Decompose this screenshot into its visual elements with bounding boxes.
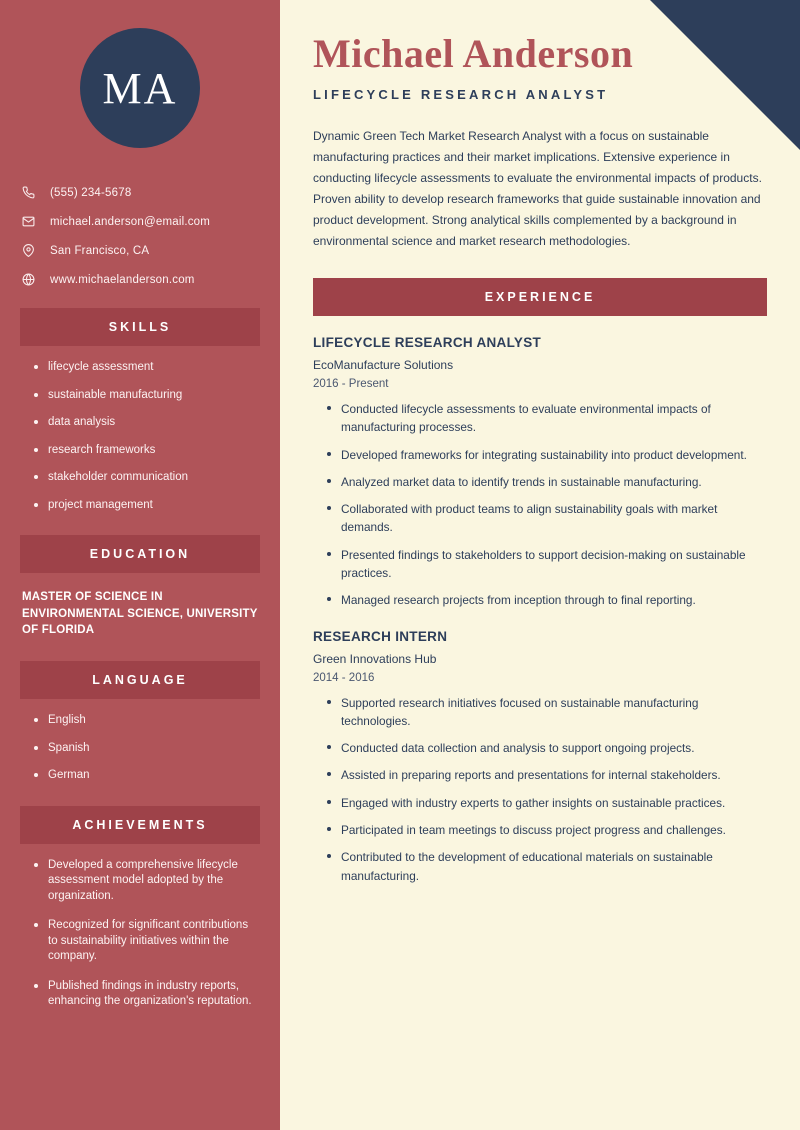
achievements-heading: ACHIEVEMENTS <box>20 806 260 844</box>
list-item: Managed research projects from inception through to final reporting. <box>327 591 767 609</box>
experience-heading: EXPERIENCE <box>313 278 767 316</box>
avatar: MA <box>80 28 200 148</box>
language-heading: LANGUAGE <box>20 661 260 699</box>
header-job-title: LIFECYCLE RESEARCH ANALYST <box>313 87 609 102</box>
language-list <box>20 713 260 784</box>
contact-website <box>22 273 260 286</box>
list-item: Engaged with industry experts to gather insights on sustainable practices. <box>327 794 767 812</box>
page-title: Michael Anderson <box>313 31 634 76</box>
list-item: sustainable manufacturing <box>34 388 260 404</box>
achievements-list <box>20 858 260 1010</box>
list-item: Contributed to the development of educational materials on sustainable manufacturing. <box>327 848 767 885</box>
list-item: Collaborated with product teams to align sustainability goals with market demands. <box>327 500 767 537</box>
list-item: Assisted in preparing reports and presentations for internal stakeholders. <box>327 766 767 784</box>
education-entry: MASTER OF SCIENCE IN ENVIRONMENTAL SCIENCE, UNIVERSITY OF FLORIDA <box>22 591 258 637</box>
list-item: Spanish <box>34 741 260 757</box>
job-company: EcoManufacture Solutions <box>313 358 454 372</box>
list-item: English <box>34 713 260 729</box>
contact-website-value: www.michaelanderson.com <box>50 273 195 286</box>
list-item: data analysis <box>34 415 260 431</box>
job-company: Green Innovations Hub <box>313 651 437 666</box>
list-item: Published findings in industry reports, enhancing the organization's reputation. <box>34 979 260 1010</box>
sidebar <box>0 0 280 1130</box>
skills-heading: SKILLS <box>20 308 260 346</box>
contact-phone <box>22 186 260 199</box>
list-item: German <box>34 768 260 784</box>
skills-list <box>20 360 260 513</box>
location-pin-icon <box>22 244 44 257</box>
list-item: Developed frameworks for integrating sustainability into product development. <box>327 446 767 464</box>
job-role: RESEARCH INTERN <box>313 628 448 644</box>
contact-email <box>22 215 260 228</box>
experience-item <box>313 335 767 610</box>
contact-location-value: San Francisco, CA <box>50 244 150 257</box>
list-item: Conducted data collection and analysis to support ongoing projects. <box>327 739 767 757</box>
education-heading: EDUCATION <box>20 535 260 573</box>
list-item: Supported research initiatives focused on sustainable manufacturing technologies. <box>327 694 767 731</box>
contact-email-value: michael.anderson@email.com <box>50 215 211 228</box>
list-item: lifecycle assessment <box>34 360 260 376</box>
list-item: stakeholder communication <box>34 470 260 486</box>
contact-phone-value: (555) 234-5678 <box>50 186 132 199</box>
job-dates: 2016 - Present <box>313 378 389 390</box>
list-item: Conducted lifecycle assessments to evaluate environmental impacts of manufacturing processes. <box>327 400 767 437</box>
job-bullet-list <box>313 694 767 885</box>
email-icon <box>22 215 44 228</box>
list-item: Presented findings to stakeholders to support decision-making on sustainable practices. <box>327 546 767 583</box>
job-role: LIFECYCLE RESEARCH ANALYST <box>313 335 542 350</box>
list-item: Analyzed market data to identify trends in sustainable manufacturing. <box>327 473 767 491</box>
phone-icon <box>22 186 44 199</box>
experience-item <box>313 629 767 885</box>
globe-icon <box>22 273 44 286</box>
contact-location <box>22 244 260 257</box>
job-dates: 2014 - 2016 <box>313 671 375 684</box>
main-content <box>280 0 800 1130</box>
list-item: project management <box>34 498 260 514</box>
avatar-wrapper <box>20 0 260 148</box>
list-item: Recognized for significant contributions to sustainability initiatives within the company. <box>34 918 260 965</box>
profile-summary: Dynamic Green Tech Market Research Analyst with a focus on sustainable manufacturing practices and their market implications. Extensive experience in conducting lifecycle assessments to evaluate the environmental impacts of products. Proven ability to develop research frameworks that guide sustainable innovation and product development. Strong analytical skills complemented by a background in environmental science and market research methodologies. <box>313 129 762 248</box>
list-item: research frameworks <box>34 443 260 459</box>
list-item: Participated in team meetings to discuss project progress and challenges. <box>327 821 767 839</box>
list-item: Developed a comprehensive lifecycle assessment model adopted by the organization. <box>34 858 260 905</box>
job-bullet-list <box>313 400 767 610</box>
contact-list <box>20 186 260 286</box>
